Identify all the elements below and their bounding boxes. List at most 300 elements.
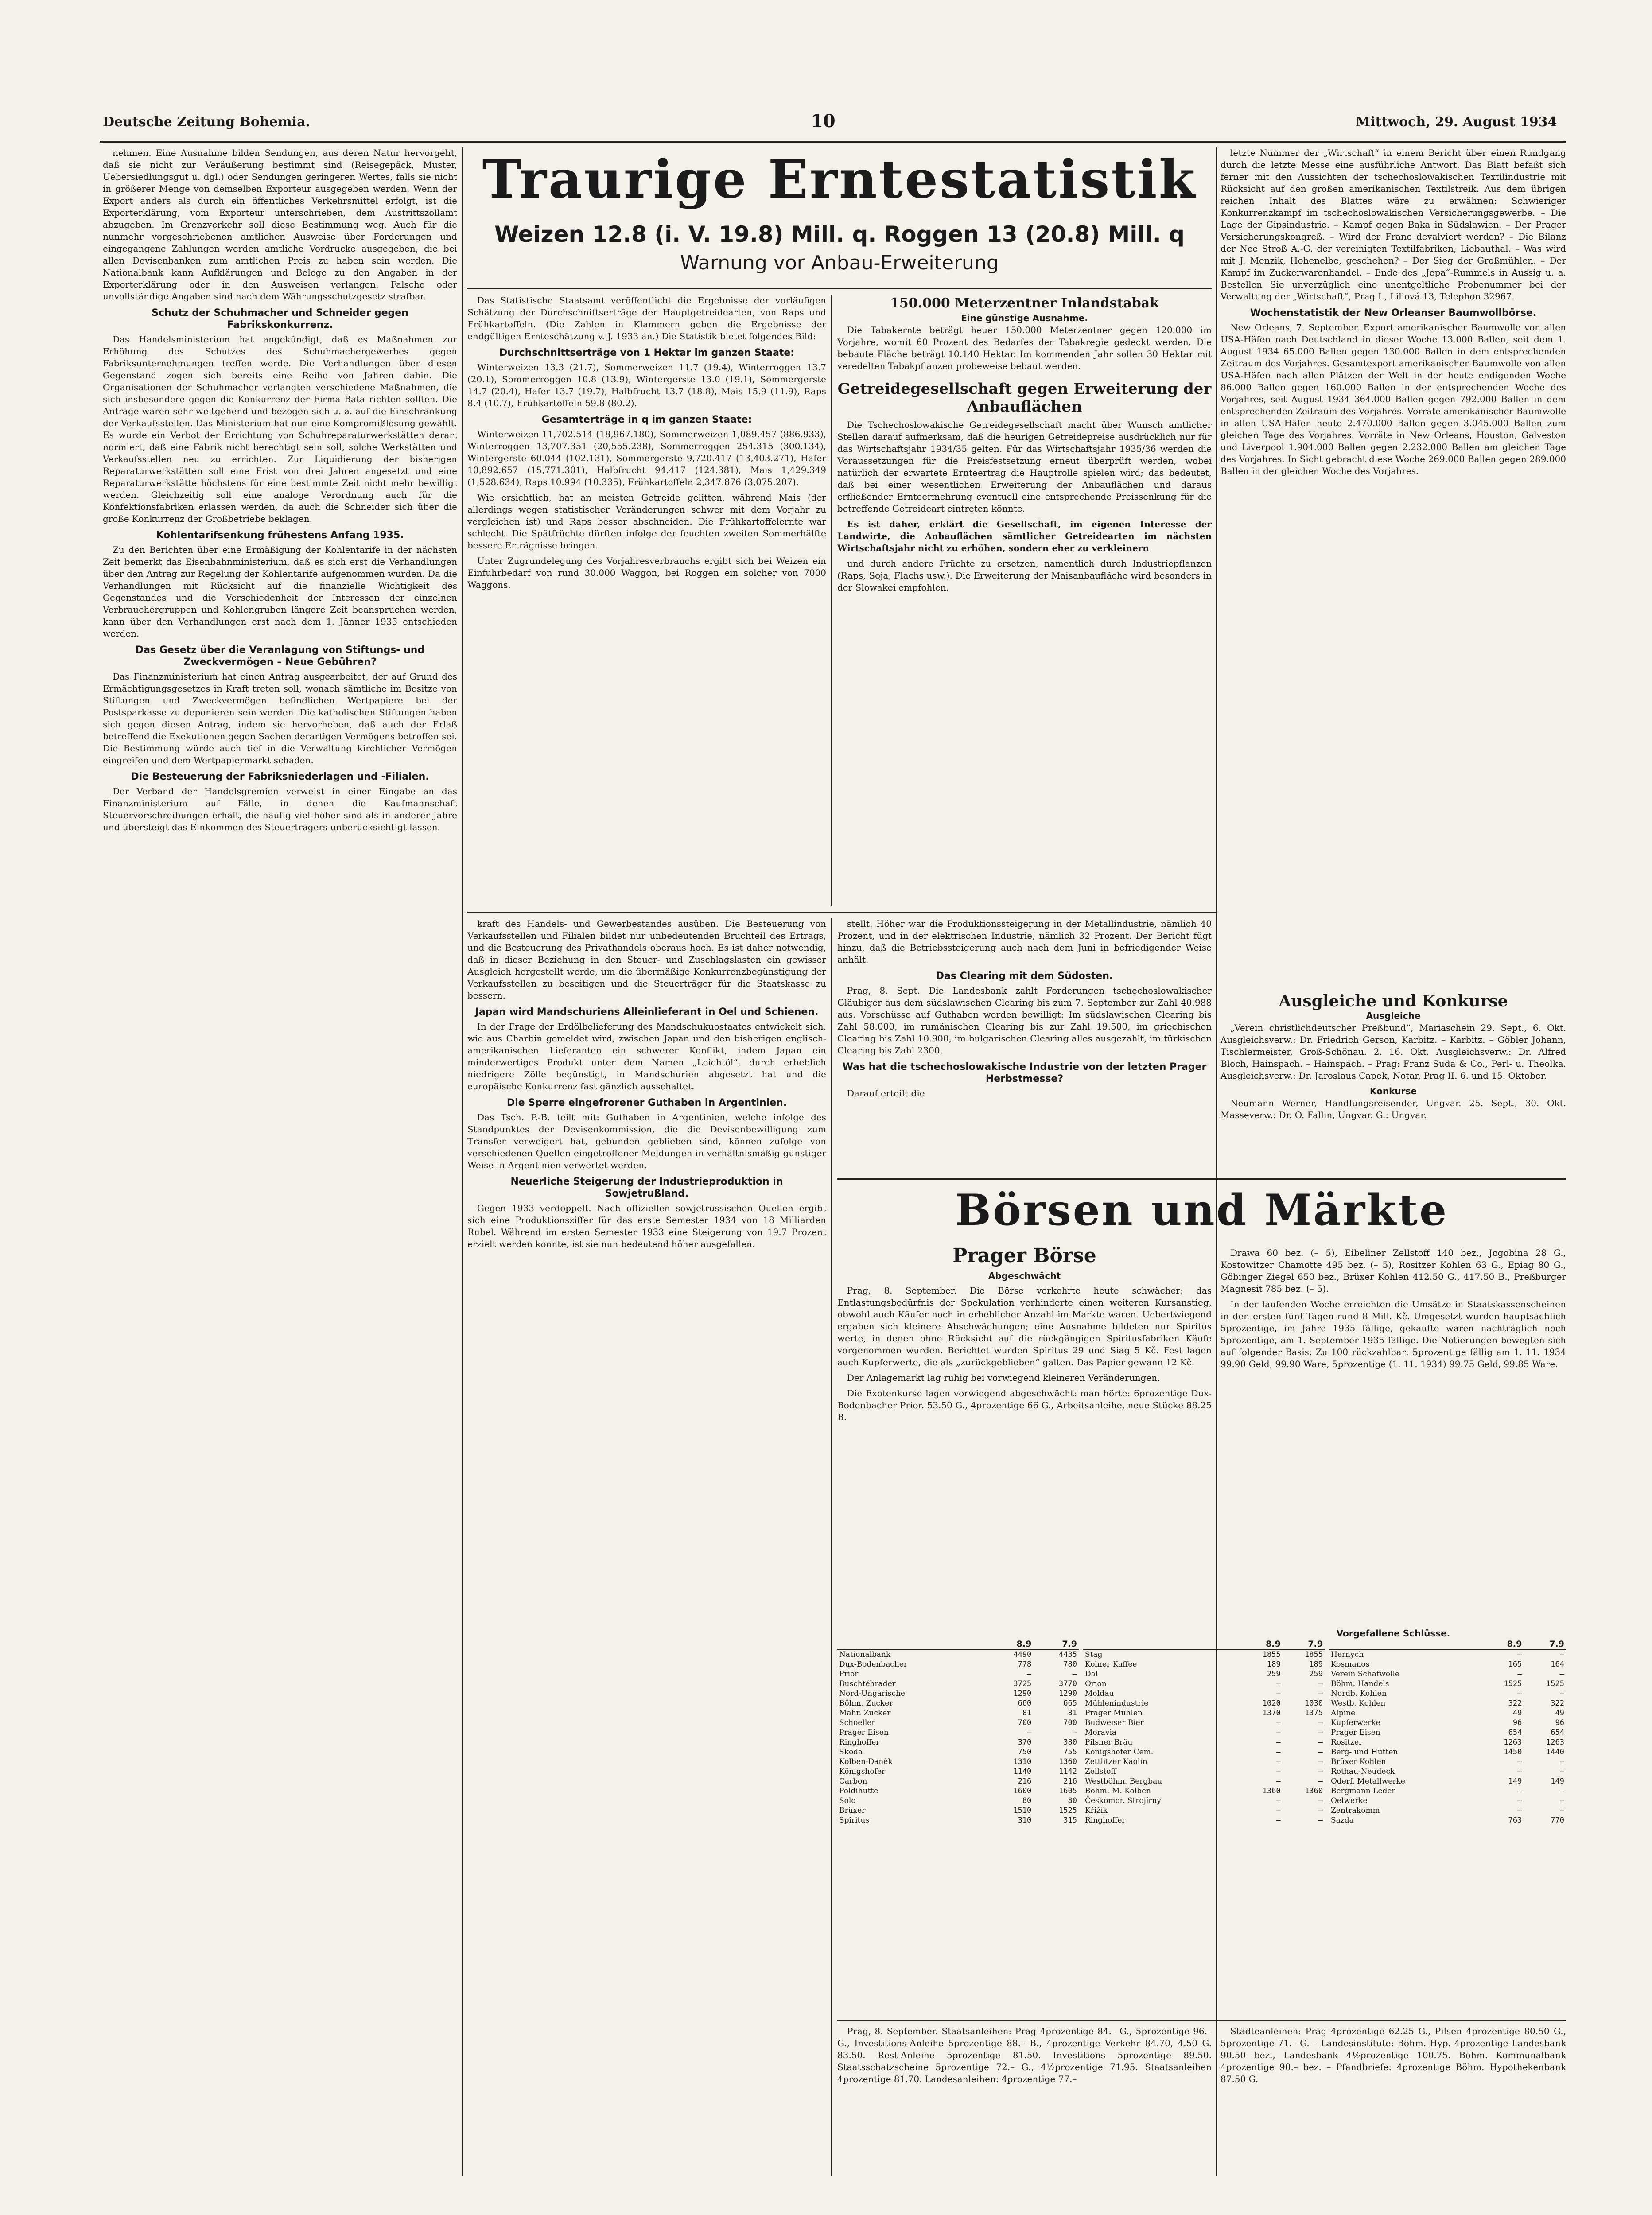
table-cell: Verein Schafwolle [1331, 1670, 1400, 1679]
table-cell: 3770 [1059, 1679, 1077, 1688]
table-cell: Prager Eisen [839, 1728, 889, 1737]
table-cell: 4490 [1013, 1650, 1032, 1659]
col-divider-1 [462, 147, 463, 2176]
main-body-1: Das Statistische Staatsamt veröffentlicht die Ergebnisse der vorläufigen Schätzung der Durchschnittserträge der Hauptgetreidearten, von Raps und Frühkartoffeln. (Die Zahlen in Klammern geben die Ergebnisse der endgültigen Ernteschätzung v. J. 1933 an.) Die Statistik bietet folgendes Bild: [467, 295, 826, 342]
table-cell: 1030 [1305, 1699, 1323, 1708]
table-row [837, 1796, 1079, 1806]
table-row [1083, 1757, 1325, 1767]
table-row [837, 1689, 1079, 1698]
col1-p5: Der Verband der Handelsgremien verweist in einer Eingabe an das Finanzministerium auf Fälle, in denen die Kaufmannschaft Steuervorschreibungen erhält, die häufig viel höher sind als in anderer Jahre und übersteigt das Einkommen des Steuerträgers unberücksichtigt lassen. [103, 786, 457, 832]
table-cell: — [1318, 1679, 1323, 1688]
table-cell: — [1072, 1670, 1077, 1679]
table-cell: — [1276, 1728, 1281, 1737]
main-heading-gesamt: Gesamterträge in q im ganzen Staate: [541, 414, 752, 425]
table-row [837, 1815, 1079, 1825]
table-cell: Königshofer [839, 1767, 886, 1776]
table-row [1083, 1689, 1325, 1698]
table-cell: 700 [1063, 1718, 1077, 1727]
table-cell: 49 [1555, 1709, 1564, 1718]
table-row [837, 1708, 1079, 1718]
table-cell: Prager Mühlen [1085, 1709, 1143, 1718]
table-row [1329, 1728, 1566, 1737]
table-cell: 700 [1018, 1718, 1032, 1727]
table-row [837, 1806, 1079, 1815]
ausgleiche-body: „Verein christlichdeutscher Preßbund“, Mariaschein 29. Sept., 6. Okt. Ausgleichsverw.: Dr. Friedrich Gerson, Karbitz. – Karbitz. – Göbler Johann, Tischlermeister, Groß-Schönau. 2. 16. Okt. Ausgleichsverw.: Dr. Alfred Bloch, Hainspach. – Hainspach. – Prag: Franz Suda & Co., Perl- u. Theolka. Ausgleichsverw.: Dr. Jaroslaus Capek, Notar, Prag II. 6. und 15. Oktober. [1221, 1022, 1566, 1081]
table-cell: 778 [1018, 1660, 1032, 1669]
table-cell: Moravia [1085, 1728, 1117, 1737]
main-body-3: Winterweizen 11,702.514 (18,967.180), Sommerweizen 1,089.457 (886.933), Winterroggen 13,707.351 (20,555.238), Sommerroggen 254.315 (300.134), Wintergerste 60.044 (102.131), Sommergerste 9,720.417 (13,403.271), Hafer 10,892.657 (15,771.301), Halbfrucht 94.417 (124.381), Mais 1,429.349 (1,528.634), Raps 10.994 (10.335), Frühkartoffeln 2,347.876 (3,075.207). [467, 429, 826, 487]
table-row [1083, 1806, 1325, 1815]
table-cell: Zettlitzer Kaolin [1085, 1757, 1147, 1766]
row2-c2b: Prag, 8. Sept. Die Landesbank zahlt Forderungen tschechoslowakischer Gläubiger aus dem südslawischen Clearing bis zum 7. September zur Zahl 40.988 aus. Vorschüsse auf Guthaben werden bewilligt: Im südslawischen Clearing bis Zahl 58.000, im rumänischen Clearing bis zur Zahl 19.500, im griechischen Clearing bis Zahl 10.900, im bulgarischen Clearing alles ausgezahlt, im türkischen Clearing bis Zahl 2300. [837, 985, 1212, 1056]
row2-c1b: In der Frage der Erdölbelieferung des Mandschukuostaates entwickelt sich, wie aus Charbin gemeldet wird, zwischen Japan und den bisherigen englisch-amerikanischen Lieferanten ein schwerer Konflikt, indem Japan ein minderwertiges Produkt unter dem Namen „Leichtöl“, durch erheblich niedrigere Zölle begünstigt, in Mandschurien abgesetzt hat und die europäische Konkurrenz fast gänzlich ausschaltet. [467, 1021, 826, 1092]
table-cell: Moldau [1085, 1689, 1114, 1698]
table-cell: — [1318, 1718, 1323, 1727]
table-row [1083, 1747, 1325, 1757]
table-cell: — [1559, 1787, 1564, 1795]
col-divider-2 [831, 295, 832, 906]
table-cell: 763 [1508, 1816, 1522, 1825]
table-cell: — [1517, 1650, 1522, 1659]
prager-boerse-title: Prager Börse [952, 1244, 1096, 1267]
table-cell: — [1276, 1777, 1281, 1786]
table-cell: 1525 [1059, 1806, 1077, 1815]
table-cell: — [1276, 1748, 1281, 1756]
table-cell: 4435 [1059, 1650, 1077, 1659]
table-row [1083, 1649, 1325, 1659]
table-cell: 216 [1018, 1777, 1032, 1786]
table-cell: — [1318, 1728, 1323, 1737]
table-row [837, 1728, 1079, 1737]
stock-table-1-head [837, 1639, 1079, 1649]
table-row [1329, 1747, 1566, 1757]
main-headline: Traurige Erntestatistik [482, 148, 1197, 210]
table-row [1329, 1786, 1566, 1796]
table-row [1329, 1718, 1566, 1728]
main-body-5: Unter Zugrundelegung des Vorjahresverbrauchs ergibt sich bei Weizen ein Einfuhrbedarf von rund 30.000 Waggon, bei Roggen ein solcher von 7000 Waggons. [467, 556, 826, 590]
tabak-getreide-column [837, 295, 1212, 906]
table-row [837, 1669, 1079, 1679]
table-cell: Kupferwerke [1331, 1718, 1380, 1727]
table-row [1083, 1669, 1325, 1679]
table-row [1083, 1718, 1325, 1728]
boerse-right-p1: Drawa 60 bez. (– 5), Eibeliner Zellstoff 140 bez., Jogobina 28 G., Kostowitzer Chamotte 495 bez. (– 5), Rositzer Kohlen 63 G., Epiag 80 G., Göbinger Ziegel 650 bez., Brüxer Kohlen 412.50 G., 417.50 B., Preßburger Magnesit 785 bez. (– 5). [1221, 1247, 1566, 1294]
table-header-cell: 8.9 [1240, 1639, 1283, 1649]
stock-table-1-body [837, 1649, 1079, 1825]
table-row [1329, 1796, 1566, 1806]
table-cell: 370 [1018, 1738, 1032, 1747]
table-cell: — [1027, 1728, 1032, 1737]
row2-heading-argentinien: Die Sperre eingefrorener Guthaben in Argentinien. [506, 1097, 787, 1108]
table-cell: 380 [1063, 1738, 1077, 1747]
table-cell: Orion [1085, 1679, 1107, 1688]
table-cell: — [1276, 1757, 1281, 1766]
table-row [837, 1649, 1079, 1659]
table-row [1329, 1659, 1566, 1669]
table-cell: 80 [1022, 1796, 1032, 1805]
table-cell: — [1517, 1796, 1522, 1805]
stock-table-1 [837, 1639, 1079, 2016]
col1-p2: Das Handelsministerium hat angekündigt, daß es Maßnahmen zur Erhöhung des Schutzes des Schuhmachergewerbes gegen Fabriksunternehmungen treffen werde. Die Verhandlungen über diesen Gegenstand zogen sich bereits eine Reihe von Jahren dahin. Die Organisationen der Schuhmacher verlangten verschiedene Maßnahmen, die sich insbesondere gegen die Konkurrenz der Firma Bata richten sollten. Die Anträge waren sehr weitgehend und bezogen sich u. a. auf die Einschränkung der Verkaufsstellen. Das Ministerium hat nun eine Kompromißlösung gewählt. Es wurde ein Verbot der Errichtung von Schuhreparaturwerkstätten derart normiert, daß eine Fabrik nicht berechtigt sein soll, solche Werkstätten und Verkaufsstellen neu zu errichten. Zur Liquidierung der bisherigen Reparaturwerkstätten soll eine Frist von drei Jahren angesetzt und eine Reparaturwerkstätte höchstens für eine bestimmte Zeit nicht mehr bewilligt werden. Gleichzeitig soll eine analoge Verordnung auch für die Konfektionsfabriken erlassen werden, da auch die Schneider sich über die große Konkurrenz der Großbetriebe beklagen. [103, 334, 457, 524]
table-cell: Zentrakomm [1331, 1806, 1380, 1815]
table-cell: 259 [1267, 1670, 1281, 1679]
table-cell: 81 [1022, 1709, 1032, 1718]
table-cell: Budweiser Bier [1085, 1718, 1144, 1727]
table-cell: 1290 [1013, 1689, 1032, 1698]
table-row [1083, 1708, 1325, 1718]
table-cell: — [1318, 1748, 1323, 1756]
row2-rule [467, 912, 1216, 913]
table-row [1329, 1737, 1566, 1747]
boerse-bottom-text: Prag, 8. September. Staatsanleihen: Prag 4prozentige 84.– G., 5prozentige 96.– G., Investitions-Anleihe 5prozentige 88.– B., 4prozentige Verkehr 84.70, 4.50 G. 83.50. Rest-Anleihe 5prozentige 81.50. Investitions 5prozentige 89.50. Staatsschatzscheine 5prozentige 72.– G., 4½prozentige 71.95. Staatsanleihen 4prozentige 81.70. Landesanleihen: 4prozentige 77.– [837, 2026, 1212, 2084]
table-cell: 1263 [1504, 1738, 1522, 1747]
table-row [1329, 1649, 1566, 1659]
ausgleiche-title: Ausgleiche und Konkurse [1279, 992, 1508, 1010]
table-cell: Stag [1085, 1650, 1103, 1659]
col1-heading-kohle: Kohlentarifsenkung frühestens Anfang 1935. [156, 530, 404, 541]
table-row [1083, 1679, 1325, 1689]
column-4 [1221, 147, 1566, 980]
table-cell: 80 [1068, 1796, 1077, 1805]
boerse-right-report [1221, 1247, 1566, 1621]
table-cell: — [1318, 1806, 1323, 1815]
table-cell: 1375 [1305, 1709, 1323, 1718]
table-cell: 322 [1508, 1699, 1522, 1708]
konkurse-body: Neumann Werner, Handlungsreisender, Ungvar. 25. Sept., 30. Okt. Masseverw.: Dr. O. Fallin, Ungvar. G.: Ungvar. [1221, 1098, 1566, 1120]
table-cell: 1605 [1059, 1787, 1077, 1795]
table-row [837, 1786, 1079, 1796]
stock-table-2-body [1083, 1649, 1325, 1825]
table-header-cell: 8.9 [1481, 1639, 1524, 1649]
table-cell: — [1559, 1650, 1564, 1659]
table-cell: 1140 [1013, 1767, 1032, 1776]
table-cell: Westb. Kohlen [1331, 1699, 1386, 1708]
col4-heading-baumwolle: Wochenstatistik der New Orleanser Baumwollbörse. [1250, 307, 1537, 319]
table-cell: Sazda [1331, 1816, 1354, 1825]
col1-heading-filialen: Die Besteuerung der Fabriksniederlagen und -Filialen. [131, 771, 429, 782]
boerse-bottom-right [1221, 2025, 1566, 2176]
table-cell: 1370 [1262, 1709, 1281, 1718]
table-cell: Westböhm. Bergbau [1085, 1777, 1162, 1786]
table-cell: 165 [1508, 1660, 1522, 1669]
row2-heading-clearing: Das Clearing mit dem Südosten. [936, 971, 1113, 982]
table-row [1329, 1815, 1566, 1825]
stock-table-3-body [1329, 1649, 1566, 1825]
table-cell: — [1276, 1816, 1281, 1825]
table-cell: 660 [1018, 1699, 1032, 1708]
table-cell: 770 [1551, 1816, 1564, 1825]
table-row [837, 1718, 1079, 1728]
table-cell: Českomor. Strojírny [1085, 1796, 1161, 1805]
table-cell: Böhm. Handels [1331, 1679, 1389, 1688]
table-row [1083, 1698, 1325, 1708]
table-cell: 149 [1551, 1777, 1564, 1786]
table-row [1329, 1767, 1566, 1776]
tabak-body: Die Tabakernte beträgt heuer 150.000 Meterzentner gegen 120.000 im Vorjahre, womit 60 Prozent des Bedarfes der Tabakregie gedeckt werden. Die bebaute Fläche beträgt 10.140 Hektar. Im kommenden Jahr sollen 30 Hektar mit veredelten Tabakpflanzen probeweise bebaut werden. [837, 325, 1212, 371]
row2-c1c: Das Tsch. P.-B. teilt mit: Guthaben in Argentinien, welche infolge des Standpunktes der Devisenkommission, die die Devisenbewilligung zum Transfer verweigert hat, gebunden geblieben sind, können zufolge von verschiedenen Quellen eingetroffener Meldungen in verhältnismäßig günstiger Weise in Argentinien verwertet werden. [467, 1112, 826, 1170]
table-cell: Mühlenindustrie [1085, 1699, 1149, 1708]
table-row [837, 1757, 1079, 1767]
table-cell: 1360 [1059, 1757, 1077, 1766]
table-cell: Königshofer Cem. [1085, 1748, 1154, 1756]
col4-p1: letzte Nummer der „Wirtschaft“ in einem Bericht über einen Rundgang durch die letzte Messe eine ausführliche Antwort. Das Blatt befaßt sich ferner mit den Aussichten der tschechoslowakischen Textilindustrie mit Rücksicht auf den großen amerikanischen Textilstreik. Aus dem übrigen reichen Inhalt des Blattes wäre zu erwähnen: Schwieriger Konkurrenzkampf im tschechoslowakischen Versicherungsgewerbe. – Die Lage der Gipsindustrie. – Kampf gegen Baka in Südslawien. – Der Prager Versicherungskongreß. – Wird der Franc devalviert werden? – Die Bilanz der Nee Stroß A.-G. der vereinigten Textilfabriken, Liebauthal. – Was wird mit J. Menzik, Hohenelbe, geschehen? – Der Sieg der Großmühlen. – Der Kampf im Zuckerwarenhandel. – Ende des „Jepa“-Rummels in Aussig u. a. Bestellen Sie unverzüglich eine unentgeltliche Probenummer bei der Verwaltung der „Wirtschaft“, Prag I., Liliová 13, Telephon 32967. [1221, 148, 1566, 302]
table-cell: — [1318, 1796, 1323, 1805]
table-cell: — [1517, 1670, 1522, 1679]
table-header-cell: 7.9 [1524, 1639, 1566, 1649]
table-cell: Nord-Ungarische [839, 1689, 905, 1698]
table-cell: Alpine [1331, 1709, 1356, 1718]
getreide-title: Getreidegesellschaft gegen Erweiterung der Anbauflächen [837, 380, 1212, 416]
table-cell: Mähr. Zucker [839, 1709, 891, 1718]
table-cell: Skoda [839, 1748, 863, 1756]
table-cell: Hernych [1331, 1650, 1364, 1659]
headline-rule [467, 288, 1212, 289]
table-cell: 1310 [1013, 1757, 1032, 1766]
table-row [1329, 1708, 1566, 1718]
table-cell: Kolner Kaffee [1085, 1660, 1137, 1669]
table-cell: — [1559, 1670, 1564, 1679]
table-row [1329, 1669, 1566, 1679]
boerse-p3: Die Exotenkurse lagen vorwiegend abgeschwächt: man hörte: 6prozentige Dux-Bodenbacher Prior. 53.50 G., 4prozentige 66 G., Arbeitsanleihe, neue Stücke 88.25 B. [837, 1388, 1212, 1422]
table-cell: 3725 [1013, 1679, 1032, 1688]
table-row [1329, 1806, 1566, 1815]
col1-heading-stiftung: Das Gesetz über die Veranlagung von Stiftungs- und Zweckvermögen – Neue Gebühren? [135, 645, 425, 668]
prager-boerse-tone: Abgeschwächt [988, 1271, 1061, 1281]
table-cell: 1855 [1305, 1650, 1323, 1659]
table-cell: — [1318, 1777, 1323, 1786]
table-cell: — [1559, 1757, 1564, 1766]
table-cell: 149 [1508, 1777, 1522, 1786]
table-cell: — [1517, 1767, 1522, 1776]
table-cell: — [1559, 1806, 1564, 1815]
table-cell: Nordb. Kohlen [1331, 1689, 1387, 1698]
table-row [1083, 1728, 1325, 1737]
table-cell: Křižík [1085, 1806, 1108, 1815]
table-cell: Poldihütte [839, 1787, 878, 1795]
table-cell: 1020 [1262, 1699, 1281, 1708]
row2-column-1 [467, 918, 826, 2176]
masthead-page-number: 10 [811, 111, 836, 132]
table-cell: — [1072, 1728, 1077, 1737]
boerse-p2: Der Anlagemarkt lag ruhig bei vorwiegend kleineren Veränderungen. [847, 1372, 1160, 1383]
table-header-cell [837, 1639, 988, 1649]
table-cell: Böhm.-M. Kolben [1085, 1787, 1151, 1795]
table-row [1329, 1698, 1566, 1708]
table-cell: Bergmann Leder [1331, 1787, 1395, 1795]
stock-table-3-head [1329, 1639, 1566, 1649]
table-cell: 750 [1018, 1748, 1032, 1756]
stock-table-3 [1329, 1639, 1566, 2016]
main-body-2: Winterweizen 13.3 (21.7), Sommerweizen 11.7 (19.4), Winterroggen 13.7 (20.1), Sommerroggen 10.8 (13.9), Wintergerste 13.0 (19.1), Sommergerste 14.7 (20.4), Hafer 13.7 (19.7), Halbfrucht 13.7 (18.8), Mais 15.9 (11.9), Raps 8.4 (10.7), Frühkartoffeln 59.8 (80.2). [467, 362, 826, 408]
table-cell: 1525 [1504, 1679, 1522, 1688]
table-row [1329, 1679, 1566, 1689]
table-cell: — [1027, 1670, 1032, 1679]
table-header-cell: 7.9 [1033, 1639, 1079, 1649]
table-cell: — [1318, 1757, 1323, 1766]
table-row [837, 1767, 1079, 1776]
schluesse-heading: Vorgefallene Schlüsse. [1336, 1628, 1450, 1639]
table-cell: 96 [1555, 1718, 1564, 1727]
table-cell: Kolben-Daněk [839, 1757, 893, 1766]
col1-p1: nehmen. Eine Ausnahme bilden Sendungen, aus deren Natur hervorgeht, daß sie nicht zur Veräußerung bestimmt sind (Reisegepäck, Muster, Uebersiedlungsgut u. dgl.) oder Sendungen geringeren Wertes, falls sie nicht in größerer Menge von demselben Exporteur ausgegeben werden. Wenn der Export anders als durch ein öffentliches Verkehrsmittel erfolgt, ist die Exporterklärung, vom Exporteur unterschrieben, dem Austrittszollamt abzugeben. Im Grenzverkehr soll diese Bestimmung weg. Auch für die nunmehr vorgeschriebenen amtlichen Ausweise über Forderungen und eingegangene Zahlungen werden amtliche Vordrucke ausgegeben, die bei allen Devisenbanken zum amtlichen Preis zu haben sein werden. Die Nationalbank kann Aufklärungen und Belege zu den Angaben in der Exporterklärung oder in den Ausweisen verlangen. Falsche oder unvollständige Angaben sind nach dem Währungsschutzgesetz strafbar. [103, 148, 457, 302]
table-header-cell [1329, 1639, 1481, 1649]
table-row [1329, 1689, 1566, 1698]
boerse-right-p2: In der laufenden Woche erreichten die Umsätze in Staatskassenscheinen in den ersten fünf Tagen rund 8 Mill. Kč. Umgesetzt wurden hauptsächlich 5prozentige, im Jahre 1935 fällige, gekaufte waren nachträglich noch 5prozentige, am 1. September 1935 fällige. Die Notierungen bewegten sich auf folgender Basis: Zu 100 rückzahlbar: 5prozentige fällig am 1. 11. 1934 99.90 Geld, 99.90 Ware, 5prozentige (1. 11. 1934) 99.75 Geld, 99.85 Ware. [1221, 1299, 1566, 1369]
ausgleiche-section [1221, 992, 1566, 1170]
masthead-paper: Deutsche Zeitung Bohemia. [103, 114, 310, 130]
table-row [837, 1776, 1079, 1786]
table-cell: Rothau-Neudeck [1331, 1767, 1395, 1776]
table-cell: Solo [839, 1796, 856, 1805]
table-cell: 1525 [1546, 1679, 1564, 1688]
col1-heading-schuh: Schutz der Schuhmacher und Schneider gegen Fabrikskonkurrenz. [152, 307, 408, 330]
table-cell: — [1276, 1679, 1281, 1688]
table-cell: Brüxer Kohlen [1331, 1757, 1386, 1766]
table-cell: Zellstoff [1085, 1767, 1116, 1776]
table-cell: 216 [1063, 1777, 1077, 1786]
table-cell: 259 [1309, 1670, 1323, 1679]
table-row [1083, 1776, 1325, 1786]
table-row [1083, 1737, 1325, 1747]
table-cell: Berg- und Hütten [1331, 1748, 1398, 1756]
boerse-bottom-left [837, 2025, 1212, 2176]
table-cell: Böhm. Zucker [839, 1699, 893, 1708]
table-cell: Pilsner Bräu [1085, 1738, 1133, 1747]
getreide-body-2: und durch andere Früchte zu ersetzen, namentlich durch Industriepflanzen (Raps, Soja, Flachs usw.). Die Erweiterung der Maisanbaufläche wird besonders in der Slowakei empfohlen. [837, 558, 1212, 593]
table-cell: 164 [1551, 1660, 1564, 1669]
masthead-date: Mittwoch, 29. August 1934 [1356, 114, 1557, 130]
table-cell: 322 [1551, 1699, 1564, 1708]
table-row [1083, 1659, 1325, 1669]
table-cell: — [1276, 1806, 1281, 1815]
row2-heading-japan: Japan wird Mandschuriens Alleinlieferant in Oel und Schienen. [475, 1006, 819, 1018]
col4-p2: New Orleans, 7. September. Export amerikanischer Baumwolle von allen USA-Häfen nach Deutschland in dieser Woche 13.000 Ballen, seit dem 1. August 1934 65.000 Ballen gegen 130.000 Ballen in dem entsprechenden Zeitraum des Vorjahres. Gesamtexport amerikanischer Baumwolle von allen USA-Häfen nach allen Plätzen der Welt in der heute endigenden Woche 86.000 Ballen gegen 160.000 Ballen in der entsprechenden Woche des Vorjahres, seit August 1934 364.000 Ballen gegen 792.000 Ballen in dem entsprechenden Zeitraum des Vorjahres. Vorräte amerikanischer Baumwolle in allen USA-Häfen heute 2.470.000 Ballen gegen 3.045.000 Ballen zum gleichen Tage des Vorjahres. Vorräte in New Orleans, Houston, Galveston und Liverpool 1.904.000 Ballen gegen 2.232.000 Ballen am gleichen Tage des Vorjahres. In Sicht gebracht diese Woche 269.000 Ballen gegen 289.000 Ballen in der gleichen Woche des Vorjahres. [1221, 322, 1566, 476]
table-cell: 1440 [1546, 1748, 1564, 1756]
ausgleiche-subhead: Ausgleiche [1366, 1010, 1421, 1021]
row2-c1d: Gegen 1933 verdoppelt. Nach offiziellen sowjetrussischen Quellen ergibt sich eine Produktionsziffer für das erste Semester 1934 von 18 Milliarden Rubel. Während im ersten Semester 1933 eine Steigerung von 19.7 Prozent erzielt werden konnte, ist sie nun bedeutend höher ausgefallen. [467, 1203, 826, 1249]
table-cell: 1360 [1262, 1787, 1281, 1795]
boerse-p1: Prag, 8. September. Die Börse verkehrte heute schwächer; das Entlastungsbedürfnis der Spekulation verhinderte einen weiteren Kursanstieg, obwohl auch Käufer noch in erheblicher Anzahl im Markte waren. Uebertwiegend ergaben sich kleinere Abschwächungen; eine Ausnahme bildeten nur Spiritus werte, in denen ohne Rücksicht auf die rückgängigen Spiritusfabriken Käufe vorgenommen wurden. Berichtet wurden Spiritus 29 und Siag 5 Kč. Fest lagen auch Kupferwerte, die als „zurückgeblieben“ galten. Das Papier gewann 12 Kč. [837, 1285, 1212, 1368]
table-cell: Buschtěhrader [839, 1679, 896, 1688]
table-row [1329, 1776, 1566, 1786]
column-1 [103, 147, 457, 2176]
table-cell: — [1559, 1767, 1564, 1776]
tabak-subtitle: Eine günstige Ausnahme. [961, 313, 1088, 323]
table-row [1329, 1757, 1566, 1767]
boerse-bottom-right-text: Städteanleihen: Prag 4prozentige 62.25 G., Pilsen 4prozentige 80.50 G., 5prozentige 71.– G. – Landesinstitute: Böhm. Hyp. 4prozentige Landesbank 90.50 bez., Landesbank 4½prozentige 100.75. Böhm. Kommunalbank 4prozentige 90.– bez. – Pfandbriefe: 4prozentige Böhm. Hypothekenbank 87.50 G. [1221, 2026, 1566, 2084]
table-cell: Prior [839, 1670, 859, 1679]
stock-table-2-head [1083, 1639, 1325, 1649]
table-cell: 1290 [1059, 1689, 1077, 1698]
main-heading-hektar: Durchschnittserträge von 1 Hektar im ganzen Staate: [499, 347, 795, 358]
table-cell: 1263 [1546, 1738, 1564, 1747]
table-header-cell: 8.9 [988, 1639, 1034, 1649]
table-cell: — [1517, 1787, 1522, 1795]
table-cell: Ringhoffer [1085, 1816, 1126, 1825]
table-row [837, 1737, 1079, 1747]
table-cell: Ringhoffer [839, 1738, 880, 1747]
table-cell: 654 [1551, 1728, 1564, 1737]
row2-c1: kraft des Handels- und Gewerbestandes ausüben. Die Besteuerung von Verkaufsstellen und Filialen bildet nur unbedeutenden Bruchteil des Ertrags, und die Besteuerung des Privathandels oberaus hoch. Es ist daher notwendig, daß in dieser Beziehung in den Steuer- und Zuschlagslasten ein gewisser Ausgleich hergestellt werde, um die übermäßige Konkurrenzbegünstigung der Verkaufsstellen zu beseitigen und die Steuerträger für die Staatskasse zu bessern. [467, 918, 826, 1001]
table-cell: 780 [1063, 1660, 1077, 1669]
table-cell: 755 [1063, 1748, 1077, 1756]
main-subtitle: Weizen 12.8 (i. V. 19.8) Mill. q. Roggen 13 (20.8) Mill. q [494, 222, 1185, 247]
table-header-cell [1083, 1639, 1240, 1649]
masthead-rule [100, 141, 1566, 143]
table-cell: — [1318, 1767, 1323, 1776]
table-cell: Schoeller [839, 1718, 875, 1727]
table-cell: 189 [1309, 1660, 1323, 1669]
table-cell: — [1276, 1767, 1281, 1776]
row2-c2: stellt. Höher war die Produktionssteigerung in der Metallindustrie, nämlich 40 Prozent, und in der elektrischen Industrie, nämlich 32 Prozent. Der Bericht fügt hinzu, daß die Betriebssteigerung auch nach dem Juni in befriedigender Weise anhält. [837, 918, 1212, 965]
table-cell: Spiritus [839, 1816, 870, 1825]
main-body-4: Wie ersichtlich, hat an meisten Getreide gelitten, während Mais (der allerdings wegen statistischer Veränderungen schwer mit dem Vorjahr zu vergleichen ist) und Raps besser abschneiden. Die Frühkartoffelernte war schlecht. Die Spätfrüchte dürften infolge der feuchten zweiten Sommerhälfte bessere Erträgnisse bringen. [467, 492, 826, 551]
table-cell: 1142 [1059, 1767, 1077, 1776]
table-row [1083, 1767, 1325, 1776]
table-cell: — [1517, 1689, 1522, 1698]
table-cell: 1510 [1013, 1806, 1032, 1815]
row2-column-2 [837, 918, 1212, 1166]
boerse-headline: Börsen und Märkte [955, 1185, 1449, 1235]
main-deck: Warnung vor Anbau-Erweiterung [680, 252, 999, 274]
table-row [837, 1679, 1079, 1689]
table-cell: — [1559, 1689, 1564, 1698]
row2-heading-sowjet: Neuerliche Steigerung der Industrieproduktion in Sowjetrußland. [510, 1176, 783, 1199]
table-cell: — [1318, 1689, 1323, 1698]
getreide-body: Die Tschechoslowakische Getreidegesellschaft macht über Wunsch amtlicher Stellen darauf aufmerksam, daß die heurigen Getreidepreise ausdrücklich nur für das Wirtschaftsjahr 1934/35 gelten. Für das Wirtschaftsjahr 1935/36 werden die Voraussetzungen für die Preisfestsetzung erneut überprüft werden, wobei natürlich der erwartete Ernteertrag die Hauptrolle spielen wird; das bedeutet, daß bei einer wesentlichen Erweiterung der Anbauflächen und daraus erfließender Ernteermehrung eventuell eine entsprechende Preissenkung für die betreffende Getreideart eintreten könnte. [837, 420, 1212, 514]
table-row [1083, 1815, 1325, 1825]
table-row [837, 1747, 1079, 1757]
boerse-bottom-rule [837, 2020, 1566, 2021]
table-cell: 49 [1512, 1709, 1522, 1718]
col1-p4: Das Finanzministerium hat einen Antrag ausgearbeitet, der auf Grund des Ermächtigungsgesetzes in Kraft treten soll, wonach sämtliche im Besitze von Stiftungen und Zweckvermögen befindlichen Wertpapiere bei der Postsparkasse zu deponieren sein werden. Die katholischen Stiftungen haben sich gegen diesen Antrag, indem sie hervorheben, daß auch der Erlaß betreffend die Exekutionen gegen Sachen derartigen Vermögens betroffen sei. Die Bestimmung würde auch tief in die Verwaltung kirchlicher Vermögen eingreifen und dem Wertpapiermarkt schaden. [103, 671, 457, 766]
table-cell: 1360 [1305, 1787, 1323, 1795]
main-article-body [467, 295, 826, 906]
table-cell: Prager Eisen [1331, 1728, 1380, 1737]
table-cell: 1855 [1262, 1650, 1281, 1659]
table-cell: 1600 [1013, 1787, 1032, 1795]
table-row [1083, 1796, 1325, 1806]
table-cell: Kosmanos [1331, 1660, 1370, 1669]
table-cell: 654 [1508, 1728, 1522, 1737]
boerse-report [837, 1285, 1212, 1621]
table-cell: — [1517, 1806, 1522, 1815]
table-cell: Dux-Bodenbacher [839, 1660, 907, 1669]
table-cell: Nationalbank [839, 1650, 891, 1659]
table-cell: 96 [1512, 1718, 1522, 1727]
table-cell: — [1276, 1718, 1281, 1727]
table-cell: 315 [1063, 1816, 1077, 1825]
table-header-cell: 7.9 [1283, 1639, 1325, 1649]
table-cell: — [1318, 1816, 1323, 1825]
table-cell: 310 [1018, 1816, 1032, 1825]
table-cell: 189 [1267, 1660, 1281, 1669]
table-cell: Carbon [839, 1777, 867, 1786]
table-row [1083, 1786, 1325, 1796]
table-row [837, 1698, 1079, 1708]
table-cell: 665 [1063, 1699, 1077, 1708]
table-cell: — [1318, 1738, 1323, 1747]
table-cell: Oderf. Metallwerke [1331, 1777, 1405, 1786]
tabak-title: 150.000 Meterzentner Inlandstabak [890, 295, 1159, 311]
getreide-bold: Es ist daher, erklärt die Gesellschaft, im eigenen Interesse der Landwirte, die Anbauflächen sämtlicher Getreidearten im nächsten Wirtschaftsjahr nicht zu erhöhen, sondern eher zu verkleinern [837, 519, 1212, 553]
table-cell: Rositzer [1331, 1738, 1363, 1747]
table-cell: 1450 [1504, 1748, 1522, 1756]
table-cell: — [1276, 1689, 1281, 1698]
table-cell: — [1559, 1796, 1564, 1805]
table-cell: — [1276, 1796, 1281, 1805]
col1-p3: Zu den Berichten über eine Ermäßigung der Kohlentarife in der nächsten Zeit bemerkt das Eisenbahnministerium, daß es sich erst die Verhandlungen über den Antrag zur Regelung der Kohlentarife aufgenommen wurden. Da die Verhandlungen mit Rücksicht auf die finanzielle Wichtigkeit des Gegenstandes und die Verschiedenheit der Interessen der einzelnen Verbrauchergruppen und Kohlengruben längere Zeit beanspruchen werden, kann über den Verhandlungen erst nach dem 1. Jänner 1935 entschieden werden. [103, 544, 457, 639]
